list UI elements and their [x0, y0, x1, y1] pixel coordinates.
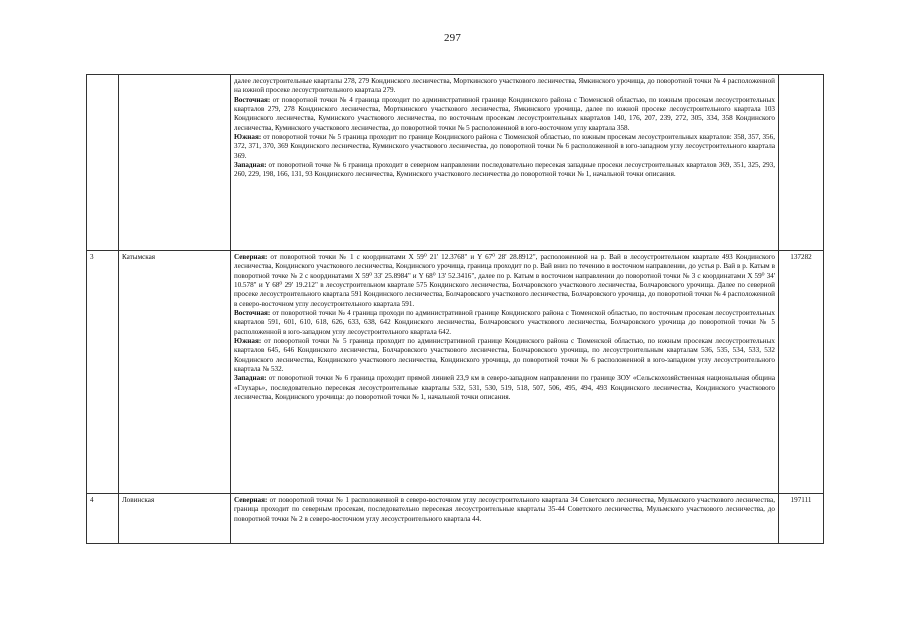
- boundary-description-table: [86, 74, 824, 544]
- boundary-paragraph-text: от поворотной точки № 5 граница проходит по границе Кондинского района с Тюменской областью, по южным просекам лесоустроительных кварталов: 358, 357, 356, 372, 371, 370, 369 Кондинского лесничества, Куминского участкового лесничества, до поворотной точки № 6 расположенной в юго-западном углу лесоустроительного квартала 369.: [234, 133, 775, 160]
- forest-area-name-cell: [119, 75, 231, 251]
- boundary-paragraph: [234, 309, 775, 337]
- boundary-paragraph: [234, 133, 775, 161]
- boundary-paragraph-text: от поворотной точки № 5 граница проходит по административной границе Кондинского района с Тюменской областью, по южным просекам лесоустроительных кварталов 645, 646 Кондинского лесничества, Болчаровского участкового лесничества, Болчаровского урочища, по лесоустроительным кварталам 536, 535, 534, 533, 532 Кондинского лесничества, Кондинского участкового лесничества, Кондинского урочища, до поворотной точки № 6 расположенной в юго-западном углу лесоустроительного квартала № 532.: [234, 337, 775, 374]
- boundary-description-cell: [231, 494, 779, 544]
- boundary-paragraph: [234, 496, 775, 524]
- boundary-paragraph-text: от поворотной точки № 1 с координатами X 59⁰ 21' 12.3768" и Y 67⁰ 28' 28.8912", расположенной на р. Вай в лесоустроительном квартале 493 Кондинского лесничества, Кондинского участкового лесничества, Кондинского урочища, граница проходит по р. Вай вниз по течению в восточном направлении, до устья р. Вай в р. Катым в поворотной точке № 2 с координатами X 59⁰ 33' 25.8984" и Y 68⁰ 13' 52.3416", далее по р. Катым в восточном направлении до поворотной точки № 3 с координатами X 59⁰ 34' 10.578" и Y 68⁰ 29' 19.212" в лесоустроительном квартале 575 Кондинского лесничества, Болчаровского участкового лесничества, Болчаровского урочища. Далее по северной просеке лесоустроительного квартала 591 Кондинского лесничества, Болчаровского участкового лесничества, Болчаровского урочища, до поворотной точки № 4 расположенной в северо-восточном углу лесоустроительного квартала 591.: [234, 253, 775, 308]
- table-row: [87, 75, 824, 251]
- boundary-direction-label: Южная:: [234, 133, 262, 142]
- boundary-description-cell: [231, 75, 779, 251]
- row-number-cell: 3: [87, 251, 119, 494]
- area-value-cell: 197111: [779, 494, 824, 544]
- boundary-paragraph-text: от поворотной точки № 1 расположенной в северо-восточном углу лесоустроительного квартала 34 Советского лесничества, Мульмского участкового лесничества, граница проходит по северным просекам, последовательно пересекая лесоустроительные кварталы 35-44 Советского лесничества, Мульмского участкового лесничества, до поворотной точки № 2 в северо-восточном углу лесоустроительного квартала 44.: [234, 496, 775, 523]
- boundary-direction-label: Южная:: [234, 337, 262, 346]
- boundary-paragraph-text: от поворотной точки № 6 граница проходит прямой линией 23,9 км в северо-западном направлении по границе ЗОУ «Сельскохозяйственная национальная община «Глухарь», последовательно пересекая лесоустроительные кварталы 532, 531, 530, 519, 518, 507, 506, 495, 494, 493 Кондинского лесничества, Кондинского участкового лесничества, Кондинского урочища: до поворотной точки № 1, начальной точки описания.: [234, 374, 775, 402]
- boundary-direction-label: Северная:: [234, 253, 268, 261]
- page-number: 297: [443, 32, 462, 44]
- area-value-cell: [779, 75, 824, 251]
- boundary-paragraph-text: от поворотной точки № 4 граница проходит по административной границе Кондинского района с Тюменской областью, по южным просекам лесоустроительных кварталов 279, 278 Кондинского лесничества, Морткинского участкового лесничества, Ямкинского урочища, далее по южной просеке лесоустроительного квартала 103 Кондинского лесничества, Куминского участкового лесничества, по восточным просекам лесоустроительных кварталов 140, 176, 207, 239, 272, 305, 334, 358 Кондинского лесничества, Куминского участкового лесничества, до поворотной точки № 5 расположенной в юго-восточном углу квартала 358.: [234, 95, 775, 132]
- boundary-direction-label: Восточная:: [234, 95, 271, 104]
- row-number-cell: 4: [87, 494, 119, 544]
- boundary-paragraph-text: далее лесоустроительные кварталы 278, 279 Кондинского лесничества, Морткинского участкового лесничества, Ямкинского урочища, до поворотной точки № 4 расположенной на южной просеке лесоустроительного квартала 279.: [234, 77, 775, 95]
- boundary-description-cell: [231, 251, 779, 494]
- row-number-cell: [87, 75, 119, 251]
- boundary-direction-label: Восточная:: [234, 309, 271, 318]
- boundary-paragraph: [234, 253, 775, 309]
- boundary-paragraph: [234, 337, 775, 374]
- boundary-direction-label: Северная:: [234, 496, 268, 504]
- forest-area-name-cell: Катымская: [119, 251, 231, 494]
- boundary-direction-label: Западная:: [234, 161, 267, 170]
- boundary-paragraph: [234, 161, 775, 180]
- boundary-paragraph: [234, 374, 775, 402]
- boundary-paragraph-text: от поворотной точке № 6 граница проходит в северном направлении последовательно пересекая западные просеки лесоустроительных кварталов 369, 351, 325, 293, 260, 229, 198, 166, 131, 93 Кондинского лесничества, Куминского участкового лесничества до поворотной точки № 1, начальной точки описания.: [234, 161, 775, 179]
- table-row: [87, 494, 824, 544]
- forest-area-name-cell: Ловинская: [119, 494, 231, 544]
- boundary-paragraph: [234, 96, 775, 133]
- boundary-paragraph-text: от поворотной точки № 4 граница проходи по административной границе Кондинского района с Тюменской областью, по восточным просекам лесоустроительных кварталов 591, 601, 610, 618, 626, 633, 638, 642 Кондинского лесничества, Болчаровского участкового лесничества, Болчаровского урочища до поворотной точки № 5 расположенной в юго-западном углу лесоустроительного квартала 642.: [234, 309, 775, 336]
- area-value-cell: 137282: [779, 251, 824, 494]
- table-row: [87, 251, 824, 494]
- boundary-direction-label: Западная:: [234, 374, 267, 383]
- boundary-paragraph: [234, 77, 775, 96]
